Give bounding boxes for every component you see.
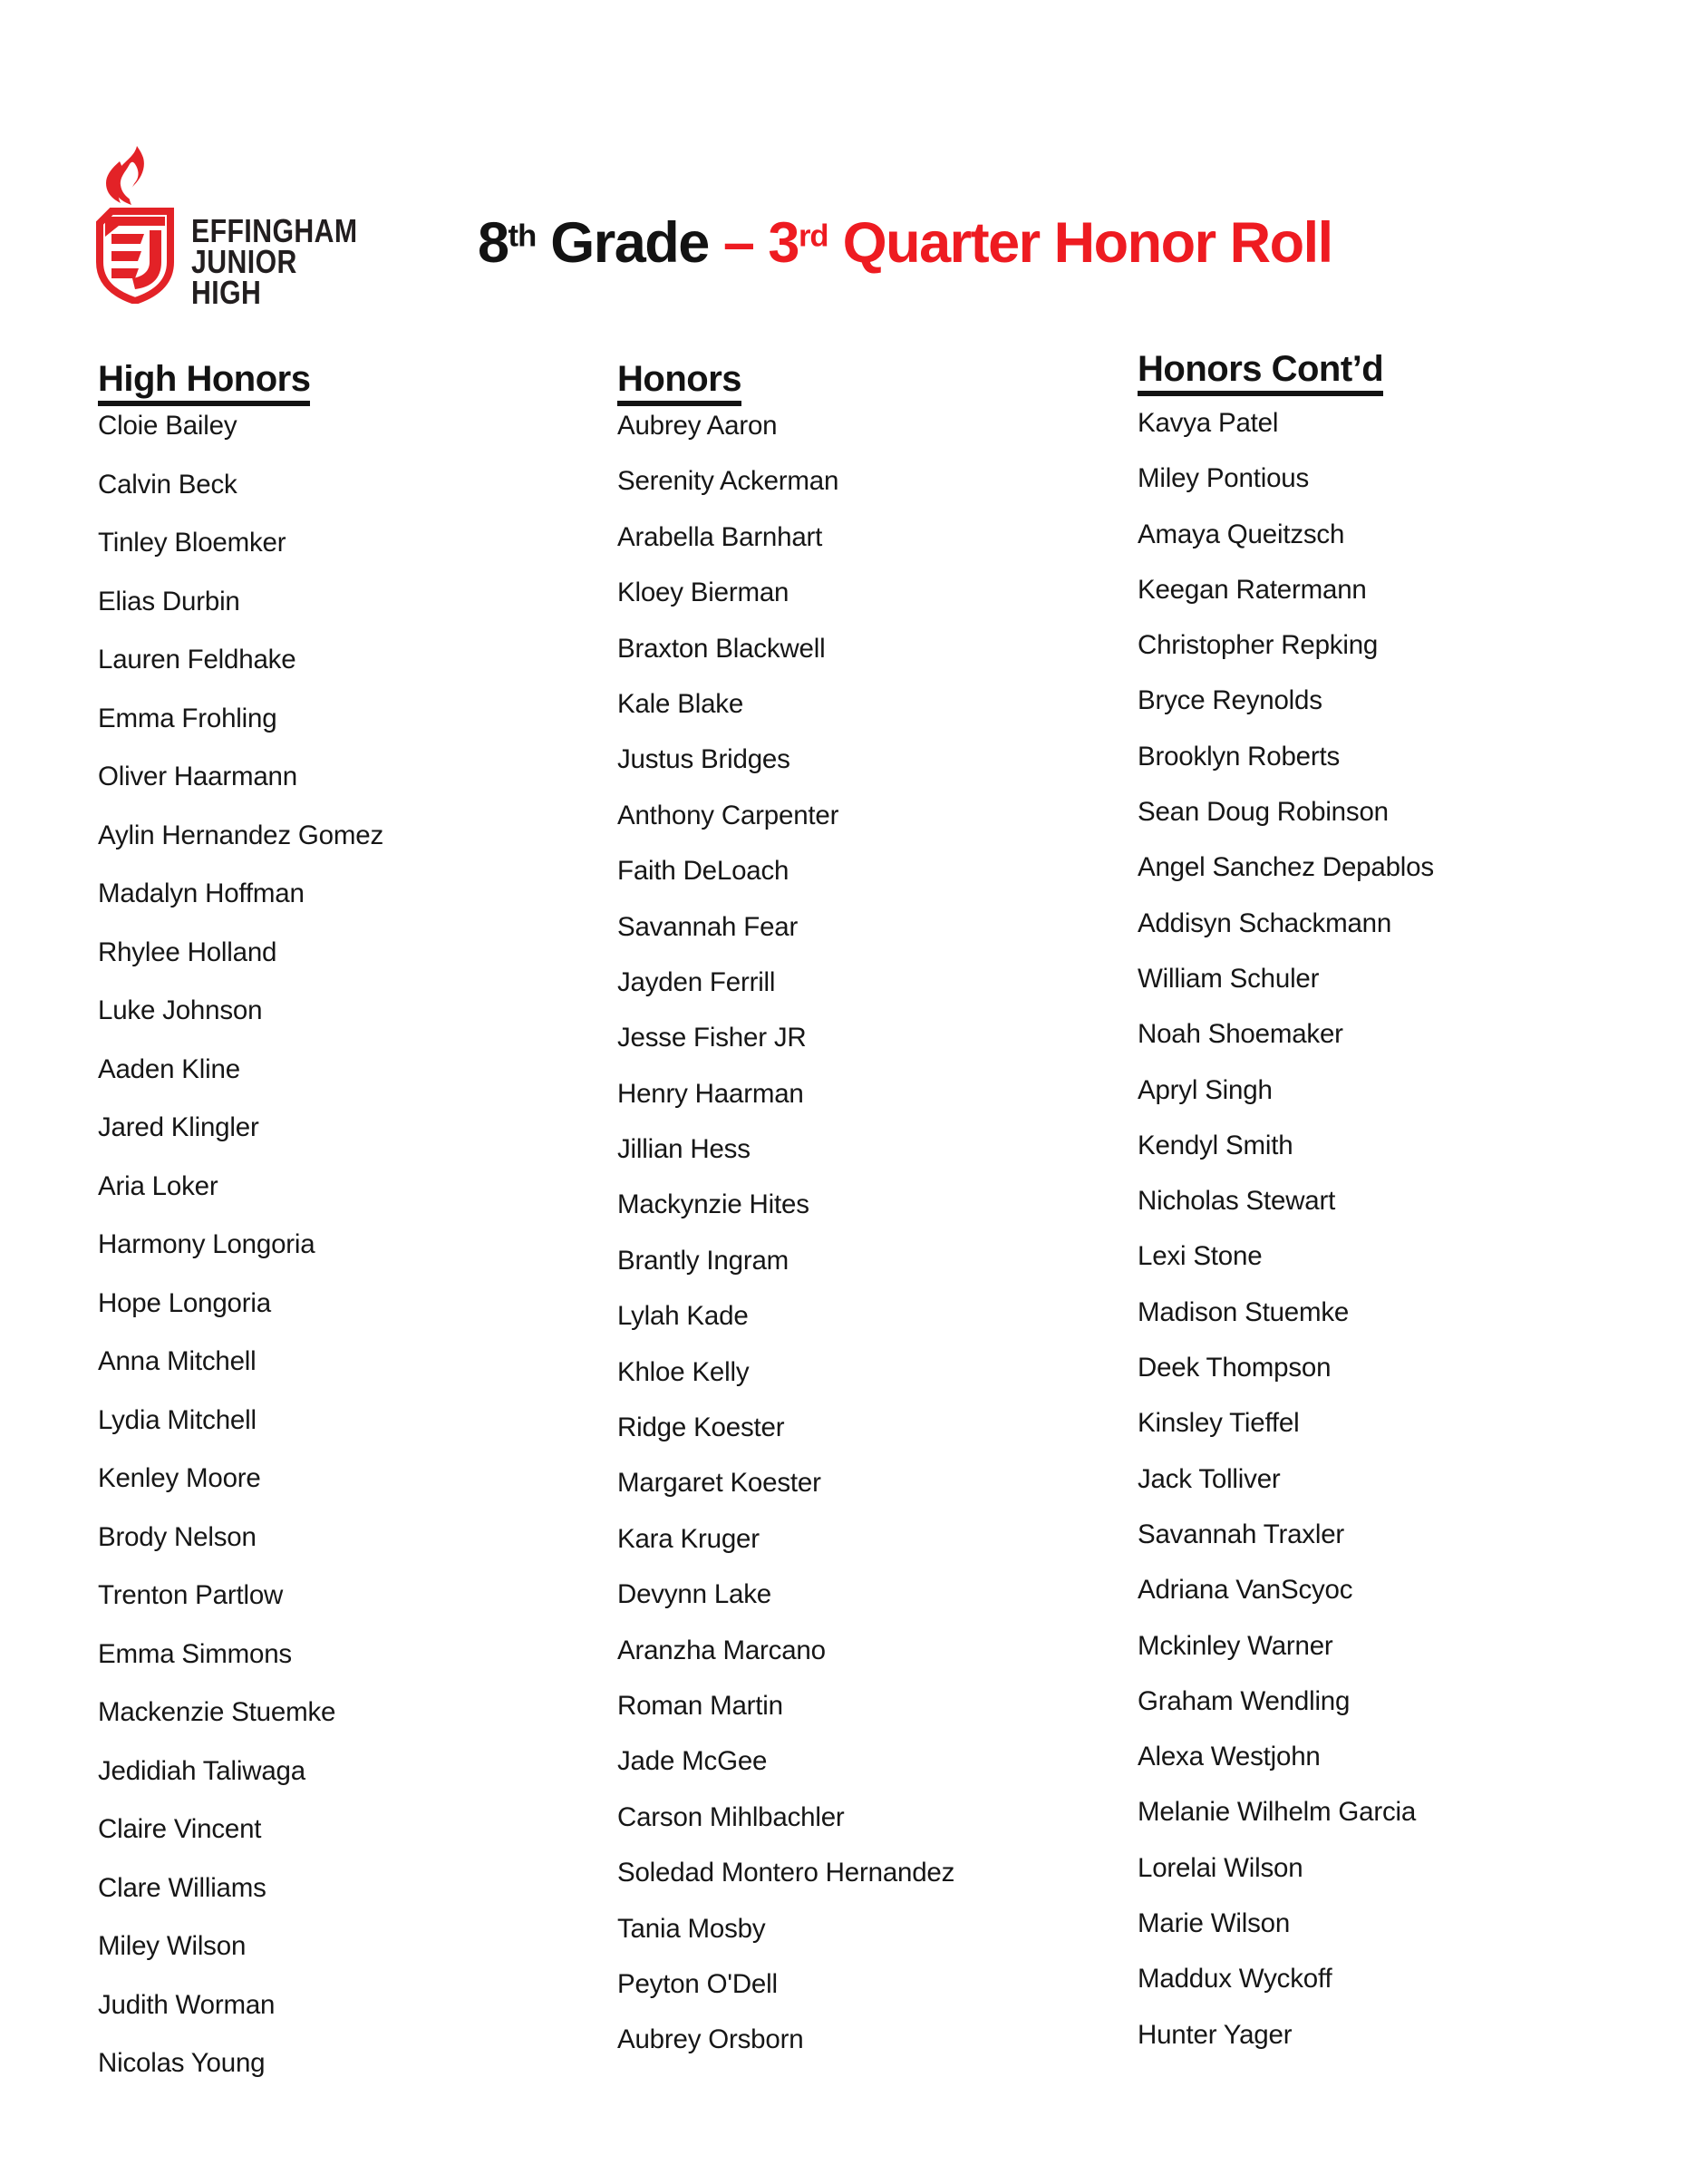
student-name: Faith DeLoach xyxy=(617,856,789,887)
student-name: Maddux Wyckoff xyxy=(1138,1964,1332,1995)
student-name: Melanie Wilhelm Garcia xyxy=(1138,1797,1417,1828)
student-name: Kloey Bierman xyxy=(617,578,789,608)
student-name: Margaret Koester xyxy=(617,1468,821,1499)
student-name: Carson Mihlbachler xyxy=(617,1801,845,1832)
student-name: Adriana VanScyoc xyxy=(1138,1575,1353,1606)
student-name: Luke Johnson xyxy=(98,995,263,1025)
grade-number: 8 xyxy=(478,211,508,275)
student-name: Kenley Moore xyxy=(98,1463,261,1493)
student-name: Lexi Stone xyxy=(1138,1241,1263,1272)
student-name: Kavya Patel xyxy=(1138,408,1279,438)
student-name: Lydia Mitchell xyxy=(98,1404,257,1435)
school-name xyxy=(191,212,358,311)
student-name: Emma Frohling xyxy=(98,703,277,733)
grade-label: Grade xyxy=(536,211,723,275)
student-name: Lauren Feldhake xyxy=(98,645,296,675)
student-name: William Schuler xyxy=(1138,963,1320,994)
student-name: Oliver Haarmann xyxy=(98,762,297,791)
student-name: Lorelai Wilson xyxy=(1138,1852,1303,1883)
student-name: Hunter Yager xyxy=(1138,2019,1293,2050)
student-name: Kale Blake xyxy=(617,688,744,719)
student-name: Cloie Bailey xyxy=(98,411,237,441)
student-name: Marie Wilson xyxy=(1138,1908,1291,1939)
student-name: Kendyl Smith xyxy=(1138,1130,1293,1160)
student-name-list xyxy=(1138,395,1434,2063)
student-name: Ridge Koester xyxy=(617,1412,785,1443)
student-name: Emma Simmons xyxy=(98,1638,292,1669)
student-name: Roman Martin xyxy=(617,1690,783,1721)
student-name: Tania Mosby xyxy=(617,1913,766,1944)
student-name: Brody Nelson xyxy=(98,1521,257,1552)
student-name: Tinley Bloemker xyxy=(98,528,286,558)
student-name: Devynn Lake xyxy=(617,1579,771,1610)
student-name: Jade McGee xyxy=(617,1746,768,1777)
student-name: Henry Haarman xyxy=(617,1078,804,1109)
student-name-list xyxy=(617,398,954,2068)
student-name: Deek Thompson xyxy=(1138,1353,1332,1383)
student-name: Mackenzie Stuemke xyxy=(98,1697,336,1727)
student-name: Braxton Blackwell xyxy=(617,633,826,664)
student-name: Aylin Hernandez Gomez xyxy=(98,820,383,850)
column-header xyxy=(1138,349,1383,396)
student-name: Jack Tolliver xyxy=(1138,1463,1281,1494)
student-name: Anna Mitchell xyxy=(98,1346,257,1376)
student-name: Aubrey Orsborn xyxy=(617,2024,804,2055)
grade-ordinal-suffix: th xyxy=(508,218,537,254)
quarter-label: Quarter Honor Roll xyxy=(828,211,1332,275)
student-name: Jayden Ferrill xyxy=(617,966,776,997)
student-name: Addisyn Schackmann xyxy=(1138,908,1392,938)
student-name: Madison Stuemke xyxy=(1138,1296,1350,1327)
student-name: Aria Loker xyxy=(98,1170,218,1201)
student-name: Miley Wilson xyxy=(98,1931,247,1961)
student-name: Noah Shoemaker xyxy=(1138,1019,1343,1050)
student-name: Anthony Carpenter xyxy=(617,800,839,830)
page-title xyxy=(478,211,1332,275)
student-name: Nicholas Stewart xyxy=(1138,1186,1336,1217)
student-name: Elias Durbin xyxy=(98,586,240,616)
student-name: Bryce Reynolds xyxy=(1138,685,1322,716)
student-name: Jesse Fisher JR xyxy=(617,1023,807,1053)
student-name: Brantly Ingram xyxy=(617,1245,789,1276)
school-name-line: JUNIOR xyxy=(191,243,297,280)
student-name: Arabella Barnhart xyxy=(617,521,823,552)
student-name: Aranzha Marcano xyxy=(617,1635,826,1665)
student-name: Mackynzie Hites xyxy=(617,1189,809,1220)
school-name-line: HIGH xyxy=(191,274,262,311)
student-name-list xyxy=(98,397,383,2093)
student-name: Kinsley Tieffel xyxy=(1138,1408,1300,1439)
student-name: Trenton Partlow xyxy=(98,1580,284,1610)
student-name: Aaden Kline xyxy=(98,1053,240,1084)
student-name: Clare Williams xyxy=(98,1872,266,1903)
student-name: Rhylee Holland xyxy=(98,937,277,967)
student-name: Serenity Ackerman xyxy=(617,466,839,497)
student-name: Savannah Traxler xyxy=(1138,1519,1345,1549)
student-name: Christopher Repking xyxy=(1138,630,1379,661)
student-name: Jedidiah Taliwaga xyxy=(98,1755,305,1786)
title-dash: – xyxy=(722,211,769,275)
student-name: Aubrey Aaron xyxy=(617,411,778,441)
quarter-ordinal-suffix: rd xyxy=(798,218,828,254)
student-name: Justus Bridges xyxy=(617,744,790,775)
student-name: Miley Pontious xyxy=(1138,463,1310,494)
student-name: Graham Wendling xyxy=(1138,1685,1351,1716)
column-header-label: Honors Cont’d xyxy=(1138,349,1383,396)
student-name: Angel Sanchez Depablos xyxy=(1138,852,1434,883)
torch-shield-icon xyxy=(93,146,177,304)
student-name: Apryl Singh xyxy=(1138,1074,1273,1105)
school-logo xyxy=(93,146,177,308)
column-header-label: Honors xyxy=(617,359,741,406)
student-name: Amaya Queitzsch xyxy=(1138,519,1345,549)
student-name: Soledad Montero Hernandez xyxy=(617,1858,955,1888)
student-name: Jared Klingler xyxy=(98,1112,259,1142)
student-name: Kara Kruger xyxy=(617,1523,760,1554)
student-name: Calvin Beck xyxy=(98,469,237,500)
student-name: Harmony Longoria xyxy=(98,1229,315,1259)
student-name: Khloe Kelly xyxy=(617,1356,750,1387)
student-name: Nicolas Young xyxy=(98,2048,266,2078)
student-name: Madalyn Hoffman xyxy=(98,878,305,908)
quarter-number: 3 xyxy=(768,211,799,275)
student-name: Mckinley Warner xyxy=(1138,1630,1333,1661)
student-name: Keegan Ratermann xyxy=(1138,574,1367,605)
student-name: Savannah Fear xyxy=(617,911,799,942)
student-name: Jillian Hess xyxy=(617,1134,751,1165)
column-header-label: High Honors xyxy=(98,359,310,406)
student-name: Alexa Westjohn xyxy=(1138,1742,1321,1772)
student-name: Lylah Kade xyxy=(617,1301,749,1332)
student-name: Peyton O'Dell xyxy=(617,1968,778,1999)
student-name: Sean Doug Robinson xyxy=(1138,797,1389,828)
school-name-line: EFFINGHAM xyxy=(191,212,358,249)
student-name: Claire Vincent xyxy=(98,1814,262,1844)
student-name: Brooklyn Roberts xyxy=(1138,741,1341,772)
student-name: Hope Longoria xyxy=(98,1287,271,1318)
student-name: Judith Worman xyxy=(98,1989,276,2020)
